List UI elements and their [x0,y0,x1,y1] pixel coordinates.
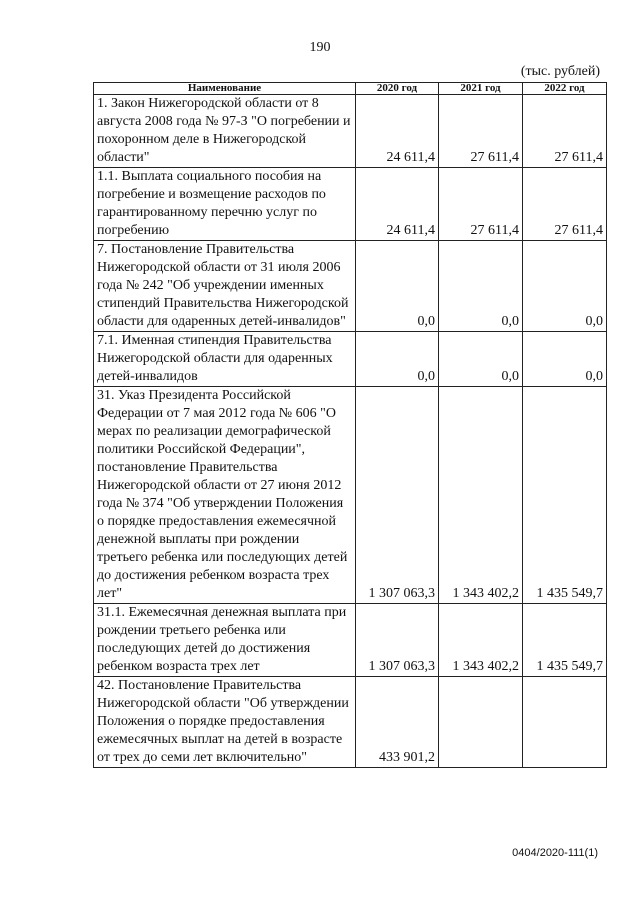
value-2022 [523,677,607,768]
value-2021: 1 343 402,2 [439,604,523,677]
header-2020: 2020 год [356,83,439,95]
value-2022: 0,0 [523,332,607,387]
table-header-row [94,83,607,95]
row-name: 1.1. Выплата социального пособия на погребение и возмещение расходов по гарантированному перечню услуг по погребению [94,168,356,241]
header-2022: 2022 год [523,83,607,95]
value-2020: 24 611,4 [356,95,439,168]
value-2021: 0,0 [439,241,523,332]
value-2020: 1 307 063,3 [356,387,439,604]
table-row [94,95,607,168]
value-2022: 27 611,4 [523,95,607,168]
header-2021: 2021 год [439,83,523,95]
row-name: 7. Постановление Правительства Нижегородской области от 31 июля 2006 года № 242 "Об учреждении именных стипендий Правительства Нижегородской области для одаренных детей-инвалидов" [94,241,356,332]
value-2022: 0,0 [523,241,607,332]
unit-note: (тыс. рублей) [520,64,600,79]
row-name: 42. Постановление Правительства Нижегородской области "Об утверждении Положения о порядке предоставления ежемесячных выплат на детей в возрасте от трех до семи лет включительно" [94,677,356,768]
value-2020: 0,0 [356,332,439,387]
value-2020: 433 901,2 [356,677,439,768]
table-row [94,332,607,387]
row-name: 31.1. Ежемесячная денежная выплата при рождении третьего ребенка или последующих детей до достижения ребенком возраста трех лет [94,604,356,677]
table-row [94,241,607,332]
table-row [94,677,607,768]
table-row [94,387,607,604]
table-row [94,168,607,241]
value-2021: 1 343 402,2 [439,387,523,604]
value-2021: 27 611,4 [439,168,523,241]
value-2022: 1 435 549,7 [523,387,607,604]
row-name: 31. Указ Президента Российской Федерации от 7 мая 2012 года № 606 "О мерах по реализации демографической политики Российской Федерации", постановление Правительства Нижегородской области от 27 июня 2012 года № 374 "Об утверждении Положения о порядке предоставления ежемесячной денежной выплаты при рождении третьего ребенка или последующих детей до достижения ребенком возраста трех лет" [94,387,356,604]
value-2022: 27 611,4 [523,168,607,241]
header-name: Наименование [94,83,356,95]
row-name: 7.1. Именная стипендия Правительства Нижегородской области для одаренных детей-инвалидов [94,332,356,387]
budget-table [93,82,607,768]
value-2021: 27 611,4 [439,95,523,168]
value-2022: 1 435 549,7 [523,604,607,677]
document-code: 0404/2020-111(1) [512,847,598,859]
table-row [94,604,607,677]
value-2020: 24 611,4 [356,168,439,241]
value-2021: 0,0 [439,332,523,387]
value-2020: 1 307 063,3 [356,604,439,677]
value-2020: 0,0 [356,241,439,332]
page-number: 190 [309,40,331,55]
row-name: 1. Закон Нижегородской области от 8 августа 2008 года № 97-З "О погребении и похоронном деле в Нижегородской области" [94,95,356,168]
value-2021 [439,677,523,768]
